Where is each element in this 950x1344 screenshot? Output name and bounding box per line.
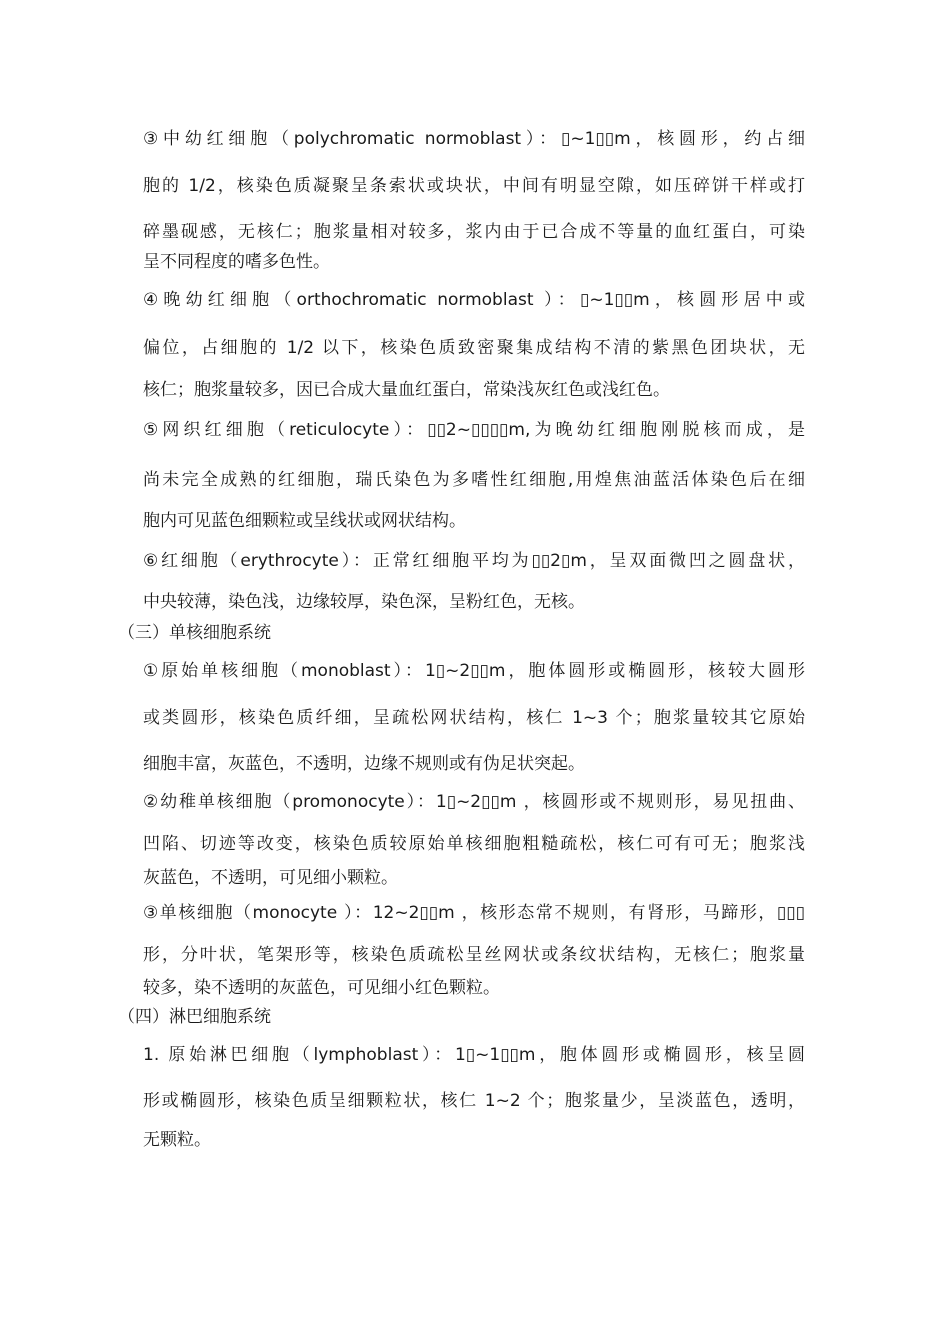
- text-line: ①原始单核细胞（monoblast）：1▯~2▯▯m，胞体圆形或椭圆形，核较大圆形: [143, 661, 805, 681]
- text-line: 呈不同程度的嗜多色性。: [143, 252, 330, 272]
- section-heading: （四）淋巴细胞系统: [118, 1007, 271, 1027]
- text-line: ②幼稚单核细胞（promonocyte）：1▯~2▯▯m ，核圆形或不规则形，易见扭曲、: [143, 792, 805, 812]
- text-line: 形，分叶状，笔架形等，核染色质疏松呈丝网状或条纹状结构，无核仁；胞浆量: [143, 945, 805, 965]
- text-line: 核仁；胞浆量较多，因已合成大量血红蛋白，常染浅灰红色或浅红色。: [143, 380, 670, 400]
- text-line: ⑥红细胞（erythrocyte）：正常红细胞平均为▯▯2▯m，呈双面微凹之圆盘状，: [143, 551, 805, 571]
- text-line: 较多，染不透明的灰蓝色，可见细小红色颗粒。: [143, 978, 500, 998]
- text-line: 细胞丰富，灰蓝色，不透明，边缘不规则或有伪足状突起。: [143, 754, 585, 774]
- text-line: ⑤网织红细胞（reticulocyte）：▯▯2~▯▯▯▯m,为晚幼红细胞刚脱核而成，是: [143, 420, 805, 440]
- text-line: 形或椭圆形，核染色质呈细颗粒状，核仁 1~2 个；胞浆量少，呈淡蓝色，透明，: [143, 1091, 805, 1111]
- text-line: 碎墨砚感，无核仁；胞浆量相对较多，浆内由于已合成不等量的血红蛋白，可染: [143, 222, 805, 242]
- text-line: 尚未完全成熟的红细胞，瑞氏染色为多嗜性红细胞,用煌焦油蓝活体染色后在细: [143, 470, 805, 490]
- text-line: 凹陷、切迹等改变，核染色质较原始单核细胞粗糙疏松，核仁可有可无；胞浆浅: [143, 834, 805, 854]
- text-line: 偏位，占细胞的 1/2 以下，核染色质致密聚集成结构不清的紫黑色团块状，无: [143, 338, 805, 358]
- text-line: 灰蓝色，不透明，可见细小颗粒。: [143, 868, 398, 888]
- text-line: ④晚幼红细胞（orthochromatic normoblast ）：▯~1▯▯m，核圆形居中或: [143, 290, 805, 310]
- text-line: 胞的 1/2，核染色质凝聚呈条索状或块状，中间有明显空隙，如压碎饼干样或打: [143, 176, 805, 196]
- text-line: 1. 原始淋巴细胞（lymphoblast）：1▯~1▯▯m，胞体圆形或椭圆形，核呈圆: [143, 1045, 805, 1065]
- text-line: 中央较薄，染色浅，边缘较厚，染色深，呈粉红色，无核。: [143, 592, 585, 612]
- text-line: 胞内可见蓝色细颗粒或呈线状或网状结构。: [143, 511, 466, 531]
- text-line: 或类圆形，核染色质纤细，呈疏松网状结构，核仁 1~3 个；胞浆量较其它原始: [143, 708, 805, 728]
- text-line: 无颗粒。: [143, 1130, 211, 1150]
- text-line: ③单核细胞（monocyte ）：12~2▯▯m ，核形态常不规则，有肾形，马蹄形，▯▯▯: [143, 903, 805, 923]
- text-line: ③中幼红细胞（polychromatic normoblast）：▯~1▯▯m，核圆形，约占细: [143, 129, 805, 149]
- section-heading: （三）单核细胞系统: [118, 623, 271, 643]
